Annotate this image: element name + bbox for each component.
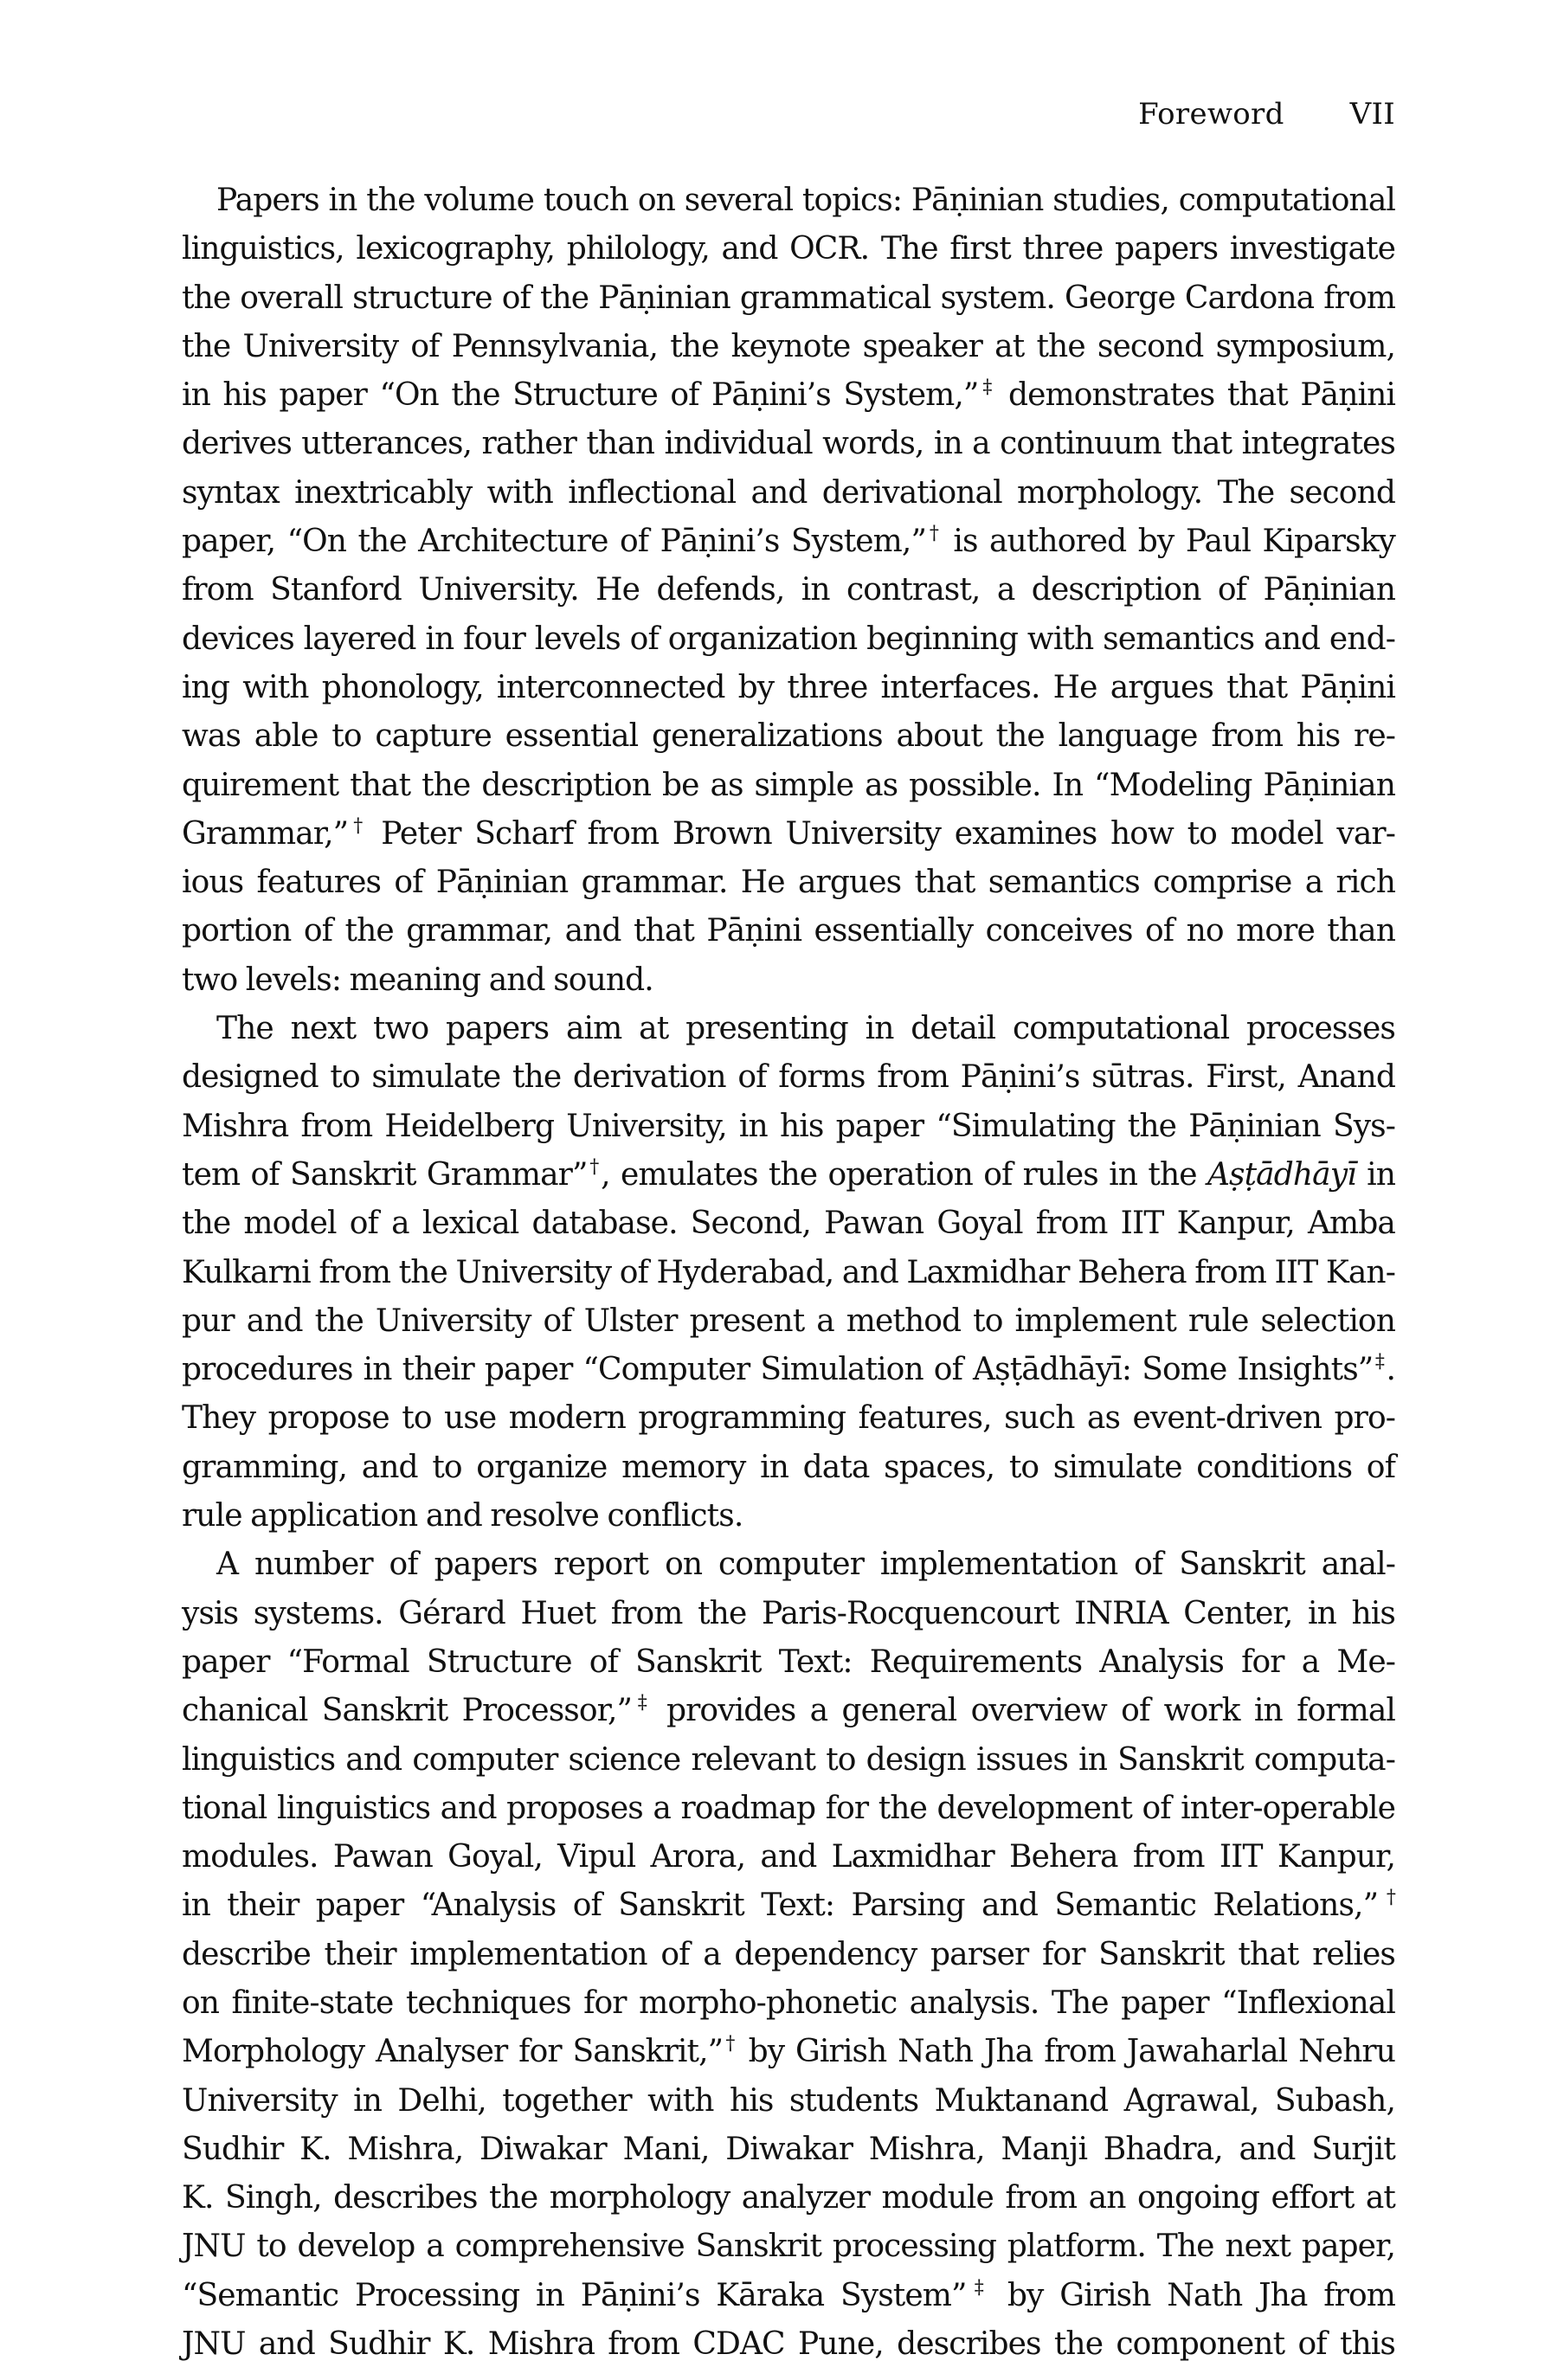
footnote-mark: † [348, 814, 368, 837]
text-line: University in Delhi, together with his students Muktanand Agrawal, Subash, [182, 2082, 1395, 2119]
text-line: was able to capture essential generalizations about the language from his re- [182, 718, 1395, 755]
paragraph [182, 177, 1395, 1005]
text-line: from Stanford University. He defends, in contrast, a description of Pāṇinian [182, 572, 1395, 608]
text-line: in their paper “Analysis of Sanskrit Text: Parsing and Semantic Relations,”† [182, 1887, 1395, 1924]
text-line: linguistics, lexicography, philology, and OCR. The first three papers investigate [182, 231, 1395, 267]
text-line: gramming, and to organize memory in data spaces, to simulate conditions of [182, 1449, 1395, 1485]
text-line: derives utterances, rather than individual words, in a continuum that integrates [182, 426, 1395, 462]
text-line: ious features of Pāṇinian grammar. He argues that semantics comprise a rich [182, 865, 1395, 901]
text-line: Morphology Analyser for Sanskrit,”† by Girish Nath Jha from Jawaharlal Nehru [182, 2033, 1395, 2070]
text-line: Papers in the volume touch on several topics: Pāṇinian studies, computational [216, 183, 1395, 218]
text-line: JNU and Sudhir K. Mishra from CDAC Pune, describes the component of this [182, 2326, 1395, 2363]
text-line: devices layered in four levels of organization beginning with semantics and end- [182, 621, 1395, 657]
text-line: procedures in their paper “Computer Simulation of Aṣṭādhāyī: Some Insights”‡. [182, 1351, 1395, 1388]
text-line: the model of a lexical database. Second, Pawan Goyal from IIT Kanpur, Amba [182, 1206, 1395, 1242]
text-line: paper, “On the Architecture of Pāṇini’s System,”† is authored by Paul Kiparsky [182, 523, 1395, 560]
text-line: Kulkarni from the University of Hyderabad, and Laxmidhar Behera from IIT Kan- [182, 1254, 1395, 1290]
running-head-section: Foreword [1138, 97, 1284, 132]
text-line: “Semantic Processing in Pāṇini’s Kāraka System”‡ by Girish Nath Jha from [182, 2276, 1395, 2313]
footnote-mark: † [1378, 1887, 1395, 1909]
text-line: paper “Formal Structure of Sanskrit Text: Requirements Analysis for a Me- [182, 1643, 1395, 1680]
text-line: on finite-state techniques for morpho-phonetic analysis. The paper “Inflexional [182, 1984, 1395, 2021]
text-line: syntax inextricably with inflectional and derivational morphology. The second [182, 474, 1395, 511]
footnote-mark: † [925, 523, 942, 545]
running-head [1138, 97, 1395, 132]
text-line: Sudhir K. Mishra, Diwakar Mani, Diwakar Mishra, Manji Bhadra, and Surjit [182, 2131, 1395, 2167]
text-line: Mishra from Heidelberg University, in his paper “Simulating the Pāṇinian Sys- [182, 1108, 1395, 1144]
text-line: ing with phonology, interconnected by three interfaces. He argues that Pāṇini [182, 669, 1395, 705]
paragraph [182, 1005, 1395, 1541]
footnote-mark: ‡ [632, 1692, 653, 1714]
page-number: VII [1349, 97, 1395, 132]
text-line: pur and the University of Ulster present a method to implement rule selection [182, 1303, 1395, 1339]
text-line: chanical Sanskrit Processor,”‡ provides a general overview of work in formal [182, 1692, 1395, 1729]
text-line: tem of Sanskrit Grammar”†, emulates the operation of rules in the Aṣṭādhāyī in [182, 1155, 1395, 1193]
italic-term: Aṣṭādhāyī [1207, 1156, 1356, 1193]
footnote-mark: ‡ [966, 2276, 992, 2299]
footnote-mark: ‡ [1373, 1351, 1387, 1373]
text-line: tional linguistics and proposes a roadmap for the development of inter-operable [182, 1790, 1395, 1826]
text-line: two levels: meaning and sound. [182, 962, 653, 998]
text-line: ysis systems. Gérard Huet from the Paris-Rocquencourt INRIA Center, in his [182, 1595, 1395, 1631]
text-line: quirement that the description be as simple as possible. In “Modeling Pāṇinian [182, 767, 1395, 803]
text-line: in his paper “On the Structure of Pāṇini’s System,”‡ demonstrates that Pāṇini [182, 376, 1396, 414]
footnote-mark: † [587, 1155, 602, 1178]
text-line: portion of the grammar, and that Pāṇini essentially conceives of no more than [182, 913, 1395, 949]
text-line: describe their implementation of a dependency parser for Sanskrit that relies [182, 1936, 1395, 1972]
text-line: Grammar,”† Peter Scharf from Brown University examines how to model var- [182, 814, 1395, 852]
text-line: They propose to use modern programming features, such as event-driven pro- [182, 1400, 1395, 1437]
text-line: the overall structure of the Pāṇinian grammatical system. George Cardona from [182, 280, 1395, 316]
body-text [182, 177, 1395, 2369]
text-line: designed to simulate the derivation of forms from Pāṇini’s sūtras. First, Anand [182, 1059, 1395, 1096]
footnote-mark: ‡ [978, 376, 996, 399]
text-line: JNU to develop a comprehensive Sanskrit processing platform. The next paper, [182, 2229, 1395, 2265]
text-line: the University of Pennsylvania, the keynote speaker at the second symposium, [182, 328, 1395, 364]
text-line: rule application and resolve conflicts. [182, 1498, 743, 1534]
text-line: modules. Pawan Goyal, Vipul Arora, and Laxmidhar Behera from IIT Kanpur, [182, 1839, 1395, 1875]
text-line: K. Singh, describes the morphology analyzer module from an ongoing effort at [182, 2180, 1395, 2216]
footnote-mark: † [723, 2033, 737, 2055]
text-line: linguistics and computer science relevant to design issues in Sanskrit computa- [182, 1741, 1395, 1778]
paragraph [182, 1541, 1395, 2369]
text-line: The next two papers aim at presenting in detail computational processes [216, 1011, 1395, 1047]
text-line: A number of papers report on computer implementation of Sanskrit anal- [216, 1547, 1395, 1583]
